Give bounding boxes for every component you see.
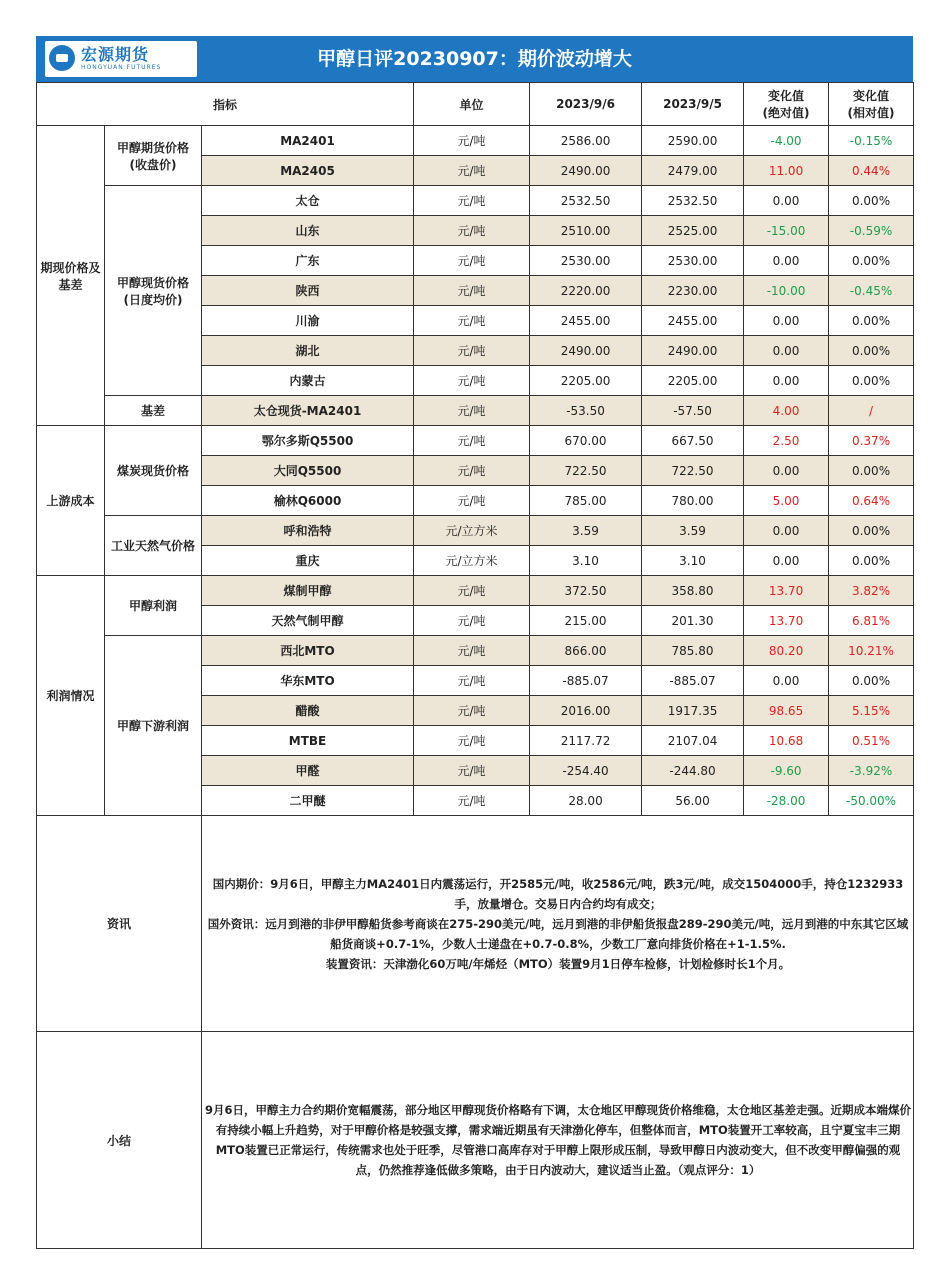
row-unit: 元/吨 (414, 606, 530, 636)
row-abs-change: 0.00 (744, 186, 829, 216)
row-rel-change: 0.00% (829, 306, 914, 336)
row-abs-change: -28.00 (744, 786, 829, 816)
row-rel-change: 0.37% (829, 426, 914, 456)
row-abs-change: 0.00 (744, 366, 829, 396)
data-table (36, 82, 914, 1249)
row-indicator: 煤制甲醇 (202, 576, 414, 606)
row-value-0905: 2490.00 (642, 336, 744, 366)
group-label: 甲醇期货价格(收盘价) (105, 126, 202, 186)
row-unit: 元/吨 (414, 726, 530, 756)
row-rel-change: 0.00% (829, 456, 914, 486)
news-domestic: 国内期价：9月6日，甲醇主力MA2401日内震荡运行，开2585元/吨，收2586元/吨，跌3元/吨，成交1504000手，持仓1232933手，放量增仓。交易日内合约均有成交； (212, 876, 904, 911)
row-value-0905: 3.59 (642, 516, 744, 546)
row-value-0905: -885.07 (642, 666, 744, 696)
row-rel-change: 5.15% (829, 696, 914, 726)
row-abs-change: 98.65 (744, 696, 829, 726)
row-rel-change: 0.00% (829, 516, 914, 546)
row-indicator: 华东MTO (202, 666, 414, 696)
row-rel-change: -3.92% (829, 756, 914, 786)
row-value-0905: 56.00 (642, 786, 744, 816)
row-value-0906: 785.00 (530, 486, 642, 516)
row-unit: 元/吨 (414, 156, 530, 186)
summary-label: 小结 (37, 1032, 202, 1249)
row-indicator: 重庆 (202, 546, 414, 576)
row-indicator: 天然气制甲醇 (202, 606, 414, 636)
row-unit: 元/吨 (414, 666, 530, 696)
table-row (37, 516, 914, 546)
row-rel-change: 6.81% (829, 606, 914, 636)
row-unit: 元/吨 (414, 336, 530, 366)
row-unit: 元/吨 (414, 696, 530, 726)
row-value-0905: 201.30 (642, 606, 744, 636)
row-indicator: 太仓 (202, 186, 414, 216)
group-label: 煤炭现货价格 (105, 426, 202, 516)
news-foreign: 国外资讯：远月到港的非伊甲醇船货参考商谈在275-290美元/吨，远月到港的非伊船货报盘289-290美元/吨，远月到港的中东其它区域船货商谈+0.7-1%，少数人士递盘在+0.7-0.8%，少数工厂意向排货价格在+1-1.5%. (207, 916, 909, 951)
row-value-0906: 2510.00 (530, 216, 642, 246)
row-abs-change: 11.00 (744, 156, 829, 186)
row-value-0906: 2530.00 (530, 246, 642, 276)
table-row (37, 576, 914, 606)
row-value-0906: 28.00 (530, 786, 642, 816)
row-rel-change: -0.45% (829, 276, 914, 306)
row-indicator: 醋酸 (202, 696, 414, 726)
row-value-0905: -244.80 (642, 756, 744, 786)
row-rel-change: 0.51% (829, 726, 914, 756)
row-abs-change: 0.00 (744, 456, 829, 486)
row-unit: 元/吨 (414, 456, 530, 486)
row-value-0906: 2016.00 (530, 696, 642, 726)
row-unit: 元/吨 (414, 306, 530, 336)
row-indicator: 二甲醚 (202, 786, 414, 816)
row-value-0906: 3.10 (530, 546, 642, 576)
row-unit: 元/吨 (414, 636, 530, 666)
row-value-0905: -57.50 (642, 396, 744, 426)
row-abs-change: -10.00 (744, 276, 829, 306)
table-row (37, 426, 914, 456)
row-rel-change: / (829, 396, 914, 426)
group-label: 工业天然气价格 (105, 516, 202, 576)
row-indicator: 陕西 (202, 276, 414, 306)
row-rel-change: 0.00% (829, 336, 914, 366)
row-indicator: MA2401 (202, 126, 414, 156)
col-date2: 2023/9/5 (642, 83, 744, 126)
row-value-0906: 2490.00 (530, 336, 642, 366)
row-indicator: 呼和浩特 (202, 516, 414, 546)
row-value-0906: -53.50 (530, 396, 642, 426)
row-value-0906: 670.00 (530, 426, 642, 456)
row-abs-change: 4.00 (744, 396, 829, 426)
row-abs-change: 80.20 (744, 636, 829, 666)
row-abs-change: 5.00 (744, 486, 829, 516)
row-abs-change: 0.00 (744, 516, 829, 546)
row-rel-change: 3.82% (829, 576, 914, 606)
section-label: 上游成本 (37, 426, 105, 576)
col-abs-change: 变化值 (绝对值) (744, 83, 829, 126)
row-unit: 元/立方米 (414, 516, 530, 546)
section-label: 期现价格及基差 (37, 126, 105, 426)
table-row (37, 636, 914, 666)
row-value-0905: 1917.35 (642, 696, 744, 726)
logo-text: 宏源期货 (81, 45, 150, 64)
row-value-0906: 2117.72 (530, 726, 642, 756)
table-body (37, 126, 914, 816)
row-value-0906: -254.40 (530, 756, 642, 786)
row-value-0906: 215.00 (530, 606, 642, 636)
col-date1: 2023/9/6 (530, 83, 642, 126)
group-label: 基差 (105, 396, 202, 426)
section-label: 利润情况 (37, 576, 105, 816)
table-row (37, 396, 914, 426)
row-unit: 元/吨 (414, 126, 530, 156)
col-unit: 单位 (414, 83, 530, 126)
col-indicator: 指标 (37, 83, 414, 126)
col-rel-change: 变化值 (相对值) (829, 83, 914, 126)
table-row (37, 186, 914, 216)
row-indicator: 鄂尔多斯Q5500 (202, 426, 414, 456)
row-rel-change: -50.00% (829, 786, 914, 816)
row-indicator: 山东 (202, 216, 414, 246)
news-content (202, 816, 914, 1032)
table-header-row (37, 83, 914, 126)
row-value-0905: 722.50 (642, 456, 744, 486)
row-abs-change: 13.70 (744, 606, 829, 636)
row-abs-change: 10.68 (744, 726, 829, 756)
row-value-0905: 780.00 (642, 486, 744, 516)
row-value-0906: 866.00 (530, 636, 642, 666)
group-label: 甲醇下游利润 (105, 636, 202, 816)
row-unit: 元/吨 (414, 246, 530, 276)
row-indicator: 湖北 (202, 336, 414, 366)
row-value-0905: 2230.00 (642, 276, 744, 306)
row-unit: 元/吨 (414, 786, 530, 816)
row-rel-change: -0.59% (829, 216, 914, 246)
group-label: 甲醇现货价格(日度均价) (105, 186, 202, 396)
row-rel-change: 0.44% (829, 156, 914, 186)
row-abs-change: -9.60 (744, 756, 829, 786)
row-indicator: 广东 (202, 246, 414, 276)
row-value-0905: 2107.04 (642, 726, 744, 756)
row-unit: 元/立方米 (414, 546, 530, 576)
row-value-0905: 2525.00 (642, 216, 744, 246)
row-indicator: 西北MTO (202, 636, 414, 666)
row-abs-change: -4.00 (744, 126, 829, 156)
table-row (37, 126, 914, 156)
report-header (36, 36, 913, 82)
row-value-0906: 722.50 (530, 456, 642, 486)
row-abs-change: 0.00 (744, 246, 829, 276)
row-unit: 元/吨 (414, 216, 530, 246)
row-abs-change: 0.00 (744, 546, 829, 576)
report-title: 甲醇日评20230907：期价波动增大 (317, 48, 632, 70)
row-indicator: 太仓现货-MA2401 (202, 396, 414, 426)
row-abs-change: 0.00 (744, 666, 829, 696)
row-unit: 元/吨 (414, 396, 530, 426)
news-plant: 装置资讯：天津渤化60万吨/年烯烃（MTO）装置9月1日停车检修，计划检修时长1个月。 (325, 956, 791, 971)
row-value-0905: 785.80 (642, 636, 744, 666)
row-value-0906: 2532.50 (530, 186, 642, 216)
row-indicator: 大同Q5500 (202, 456, 414, 486)
row-rel-change: 0.00% (829, 186, 914, 216)
row-rel-change: 0.64% (829, 486, 914, 516)
row-rel-change: 0.00% (829, 666, 914, 696)
row-indicator: 甲醛 (202, 756, 414, 786)
row-unit: 元/吨 (414, 426, 530, 456)
row-rel-change: -0.15% (829, 126, 914, 156)
row-value-0906: 2205.00 (530, 366, 642, 396)
row-indicator: MTBE (202, 726, 414, 756)
report-sheet (36, 36, 913, 1249)
logo-subtext: HONGYUAN FUTURES (81, 64, 162, 71)
row-indicator: 榆林Q6000 (202, 486, 414, 516)
row-rel-change: 0.00% (829, 366, 914, 396)
news-row (37, 816, 914, 1032)
row-value-0905: 2479.00 (642, 156, 744, 186)
row-value-0906: 372.50 (530, 576, 642, 606)
row-abs-change: 2.50 (744, 426, 829, 456)
group-label: 甲醇利润 (105, 576, 202, 636)
row-abs-change: -15.00 (744, 216, 829, 246)
row-value-0905: 2455.00 (642, 306, 744, 336)
row-unit: 元/吨 (414, 576, 530, 606)
row-value-0906: 2455.00 (530, 306, 642, 336)
row-indicator: MA2405 (202, 156, 414, 186)
row-value-0906: 2220.00 (530, 276, 642, 306)
summary-text: 9月6日，甲醇主力合约期价宽幅震荡，部分地区甲醇现货价格略有下调，太仓地区甲醇现货价格维稳，太仓地区基差走强。近期成本端煤价有持续小幅上升趋势，对于甲醇价格是较强支撑，需求端近期虽有天津渤化停车，但整体而言，MTO装置开工率较高，且宁夏宝丰三期MTO装置已正常运行，传统需求也处于旺季，尽管港口高库存对于甲醇上限形成压制，导致甲醇日内波动变大，但不改变甲醇偏强的观点，仍然推荐逢低做多策略，由于日内波动大，建议适当止盈。（观点评分：1） (205, 1103, 912, 1177)
row-value-0906: 3.59 (530, 516, 642, 546)
row-value-0905: 358.80 (642, 576, 744, 606)
summary-content (202, 1032, 914, 1249)
row-value-0905: 2530.00 (642, 246, 744, 276)
row-value-0906: 2586.00 (530, 126, 642, 156)
summary-row (37, 1032, 914, 1249)
row-value-0905: 667.50 (642, 426, 744, 456)
row-unit: 元/吨 (414, 486, 530, 516)
row-rel-change: 0.00% (829, 546, 914, 576)
row-value-0905: 2532.50 (642, 186, 744, 216)
row-value-0906: -885.07 (530, 666, 642, 696)
row-unit: 元/吨 (414, 756, 530, 786)
row-value-0905: 3.10 (642, 546, 744, 576)
row-rel-change: 0.00% (829, 246, 914, 276)
row-indicator: 川渝 (202, 306, 414, 336)
row-abs-change: 0.00 (744, 306, 829, 336)
row-rel-change: 10.21% (829, 636, 914, 666)
row-unit: 元/吨 (414, 276, 530, 306)
row-value-0905: 2205.00 (642, 366, 744, 396)
row-unit: 元/吨 (414, 366, 530, 396)
row-value-0905: 2590.00 (642, 126, 744, 156)
news-label: 资讯 (37, 816, 202, 1032)
row-abs-change: 13.70 (744, 576, 829, 606)
row-unit: 元/吨 (414, 186, 530, 216)
row-value-0906: 2490.00 (530, 156, 642, 186)
row-abs-change: 0.00 (744, 336, 829, 366)
row-indicator: 内蒙古 (202, 366, 414, 396)
